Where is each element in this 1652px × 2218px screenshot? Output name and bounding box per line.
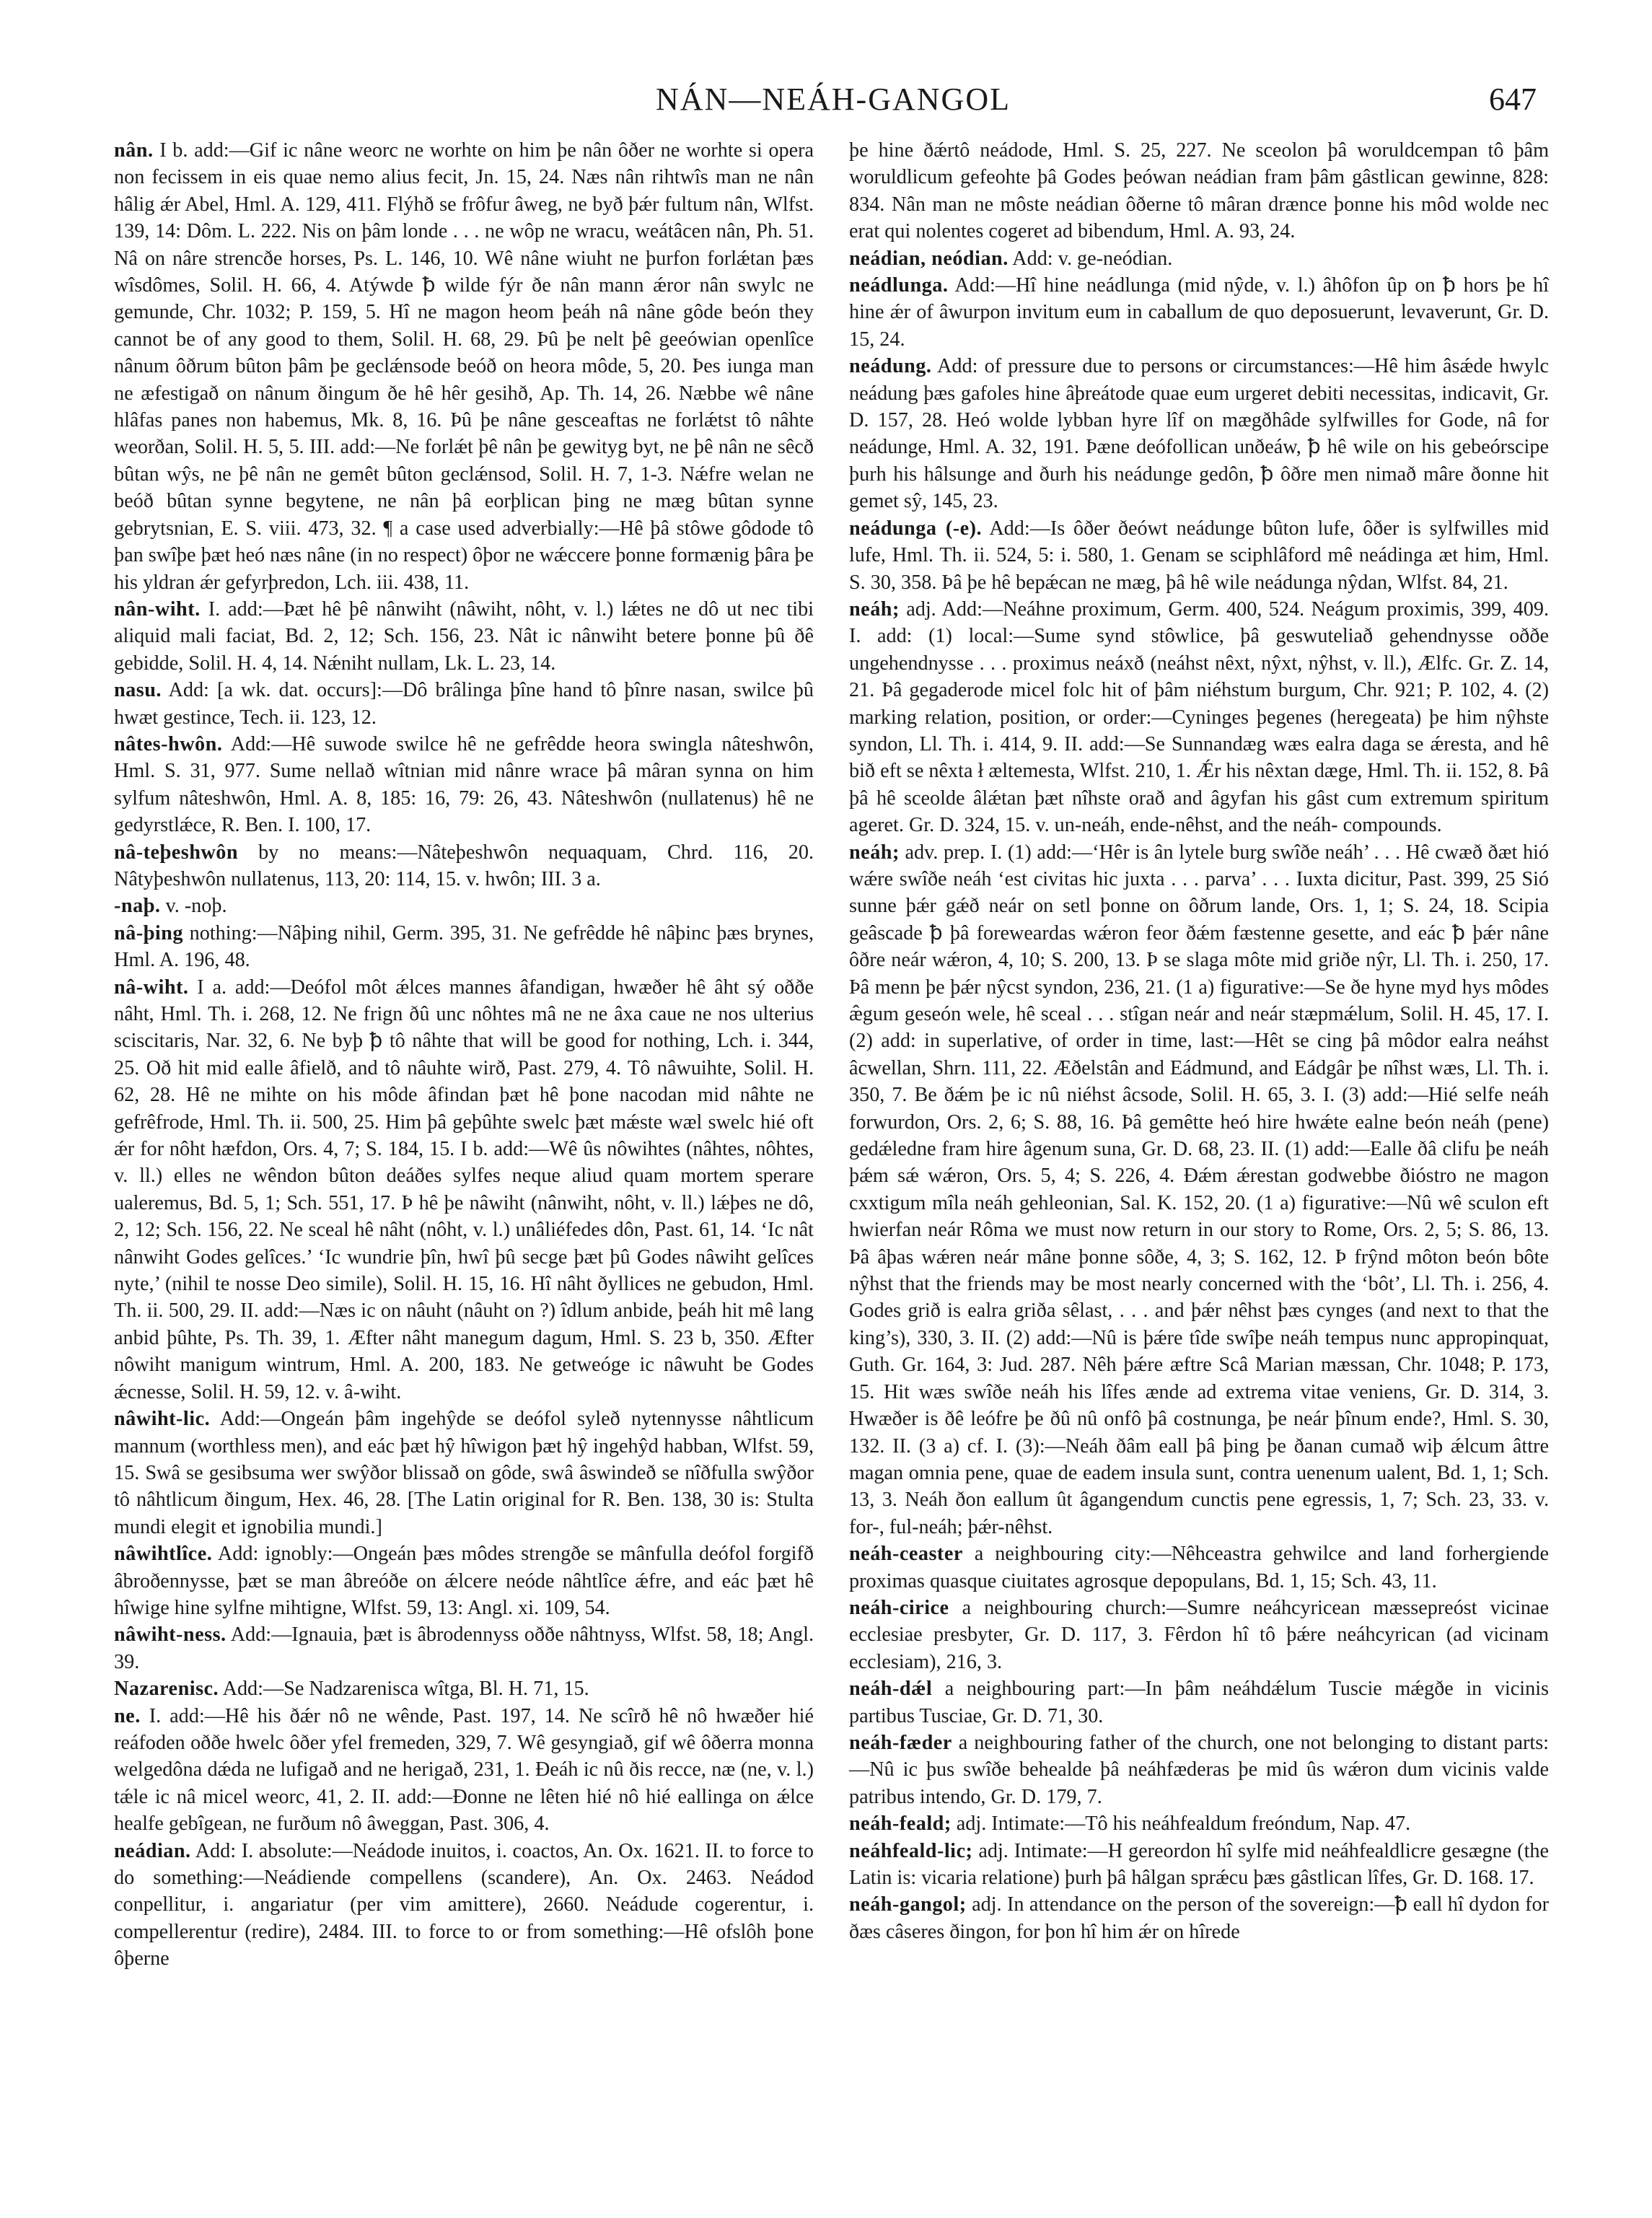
entry-headword: neáh-cirice: [849, 1596, 949, 1619]
entry-headword: neáh-fæder: [849, 1731, 952, 1754]
entry-text: Add:—Ignauia, þæt is âbrodennyss oððe nâhtnyss, Wlfst. 58, 18; Angl. 39.: [114, 1623, 814, 1673]
entry-text: Add:—Se Nadzarenisca wîtga, Bl. H. 71, 15.: [222, 1678, 589, 1701]
entry-text: Add:—Hî hine neádlunga (mid nŷde, v. l.) âhôfon ûp on ꝥ hors þe hî hine ǽr of âwurpon invitum eum in caballum de quo deposuerunt, levaverunt, Gr. D. 15, 24.: [849, 274, 1549, 351]
entry-text: nothing:—Nâþing nihil, Germ. 395, 31. Ne gefrêdde hê nâþinc þæs brynes, Hml. A. 196, 48.: [114, 921, 814, 972]
entry-text: Add: I. absolute:—Neádode inuitos, i. coactos, An. Ox. 1621. II. to force to do something:—Neádiende compellens (scandere), An. Ox. 2463. Neádod conpellitur, i. angariatur (per vim amittere), 2660. Neádude cogerentur, i. compellerentur (redire), 2484. III. to force to or from something:—Hê ofslôh þone ôþerne: [114, 1839, 814, 1971]
dictionary-entry: [114, 596, 814, 677]
entry-headword: nâwihtlîce.: [114, 1543, 213, 1566]
entry-headword: nân.: [114, 139, 154, 162]
entry-headword: neádung.: [849, 355, 932, 378]
dictionary-entry: [114, 1675, 814, 1702]
entry-text: v. -noþ.: [165, 895, 227, 918]
entry-headword: nâ-teþeshwôn: [114, 841, 239, 864]
entry-headword: Nazarenisc.: [114, 1678, 219, 1701]
dictionary-entry: [849, 1730, 1549, 1810]
entry-text: I. add:—Þæt hê þê nânwiht (nâwiht, nôht, v. l.) lǽtes ne dô ut nec tibi aliquid mali faciat, Bd. 2, 12; Sch. 156, 23. Nât ic nânwiht betere þonne þû ðê gebidde, Solil. H. 4, 14. Nǽniht nullam, Lk. L. 23, 14.: [114, 597, 814, 675]
dictionary-entry: [849, 839, 1549, 1541]
dictionary-entry: [114, 1540, 814, 1621]
entry-text: a neighbouring father of the church, one not belonging to distant parts:—Nû ic þus swîðe behealde þâ neáhfæderas þe mid ûs wǽron dum vicinis valde patribus intendo, Gr. D. 179, 7.: [849, 1731, 1550, 1808]
dictionary-entry: [114, 731, 814, 839]
entry-headword: nasu.: [114, 679, 162, 702]
dictionary-entry: [849, 596, 1549, 839]
entry-headword: neáh-dǽl: [849, 1678, 933, 1701]
left-column: [114, 137, 814, 1973]
dictionary-entry: [114, 1406, 814, 1540]
dictionary-entry: [114, 1838, 814, 1973]
dictionary-entry: [114, 920, 814, 974]
entry-text: Add:—Hê suwode swilce hê ne gefrêdde heora swingla nâteshwôn, Hml. S. 31, 977. Sume nellað wîtnian mid nânre wrace þâ mâran synna on him sylfum nâteshwôn, Hml. A. 8, 185: 16, 79: 26, 43. Nâteshwôn (nullatenus) hê ne gedyrstlǽce, R. Ben. I. 100, 17.: [114, 732, 814, 837]
entry-text: by no means:—Nâteþeshwôn nequaquam, Chrd. 116, 20. Nâtyþeshwôn nullatenus, 113, 20: 114, 15. v. hwôn; III. 3 a.: [114, 841, 814, 890]
entry-text: I a. add:—Deófol môt ǽlces mannes âfandigan, hwæðer hê âht sý oððe nâht, Hml. Th. i. 268, 12. Ne frign ðû unc nôhtes mâ ne ne âxa caue ne nos ulterius sciscitaris, Nar. 32, 6. Ne byþ ꝥ tô nâhte that will be good for nothing, Lch. i. 344, 25. Oð hit mid ealle âfielð, and tô nâuhte wirð, Past. 279, 4. Tô nâwuihte, Solil. H. 62, 28. Hê ne mihte on his môde âfindan þæt hê þone nacodan mid nâhte ne gefrêfrode, Hml. Th. ii. 500, 25. Him þâ geþûhte swelc þæt mǽste wæl swelc hié oft ǽr for nôht hæfdon, Ors. 4, 7; S. 184, 15. I b. add:—Wê ûs nôwihtes (nâhtes, nôhtes, v. ll.) elles ne wêndon bûton deáðes sylfes neque aliud quam mortem sperare ualeremus, Bd. 5, 1; Sch. 551, 17. Þ hê þe nâwiht (nânwiht, nôht, v. ll.) lǽþes ne dô, 2, 12; Sch. 156, 22. Ne sceal hê nâht (nôht, v. l.) unâliéfedes dôn, Past. 61, 14. ‘Ic nât nânwiht Godes gelîces.’ ‘Ic wundrie þîn, hwî þû secge þæt þû Godes nâwiht gelîces nyte,’ (nihil te nosse Deo simile), Solil. H. 15, 16. Hî nâht ðyllices ne gebudon, Hml. Th. ii. 500, 29. II. add:—Næs ic on nâuht (nâuht on ?) îdlum anbide, þeáh hit mê lang anbid þûhte, Ps. Th. 39, 1. Æfter nâht manegum dagum, Hml. S. 23 b, 350. Æfter nôwiht manigum wintrum, Hml. A. 200, 183. Ne getweóge ic nâwuht be Godes ǽcnesse, Solil. H. 59, 12. v. â-wiht.: [114, 976, 814, 1403]
entry-text: adj. Intimate:—H gereordon hî sylfe mid neáhfealdlicre gesægne (the Latin is: vicaria relatione) þurh þâ hâlgan sprǽcu þæs gâstlican lîfes, Gr. D. 168. 17.: [849, 1839, 1550, 1889]
entry-headword: nâwiht-lic.: [114, 1408, 211, 1431]
entry-text: Add:—Is ôðer ðeówt neádunge bûton lufe, ôðer is sylfwilles mid lufe, Hml. Th. ii. 524, 5: i. 580, 1. Genam se sciphlâford mê neádinga æt him, Hml. S. 30, 358. Þâ þe hê bepǽcan ne mæg, þâ hê wile neádunga nŷdan, Wlfst. 84, 21.: [849, 517, 1549, 594]
entry-text: Add: v. ge-neódian.: [1012, 247, 1173, 270]
entry-text: adv. prep. I. (1) add:—‘Hêr is ân lytele burg swîðe neáh’ . . . Hê cwæð ðæt hió wǽre swîðe neáh ‘est civitas hic juxta . . . parva’ . . . Iuxta dicitur, Past. 399, 25 Sió sunne þǽr gǽð neár on setl þonne on ôðrum lande, Ors. 1, 1; S. 24, 18. Scipia geâscade ꝥ þâ foreweardas wǽron feor ðǽm fæstenne gesette, and eác ꝥ þǽr nâne ôðre neár wǽron, 4, 10; S. 200, 13. Þ se slaga môte mid griðe nŷr, Ll. Th. i. 250, 17. Þâ menn þe þǽr nŷcst syndon, 236, 21. (1 a) figurative:—Se ðe hyne myd hys môdes æ̂gum geseón wele, hê sceal . . . stîgan neár and neár stæpmǽlum, Solil. H. 45, 17. I. (2) add: in superlative, of order in time, last:—Hêt se cing þâ môdor ealra neáhst âcwellan, Shrn. 111, 22. Æðelstân and Eádmund, and Eádgâr þe nîhst wæs, Ll. Th. i. 350, 7. Be ðǽm þe ic nû niéhst âcsode, Solil. H. 65, 3. I. (3) add:—Hié selfe neáh forwurdon, Ors. 2, 6; S. 88, 16. Þâ gemêtte heó hire hwǽte ealne beón neáh (pene) gedǽledne fram hire âgenum suna, Gr. D. 68, 23. II. (1) add:—Ealle ðâ clifu þe neáh þǽm sǽ wǽron, Ors. 5, 4; S. 226, 4. Ðǽm ǽrestan godwebbe ðióstro ne magon cxxtigum mîla neáh gehleonian, Sal. K. 152, 20. (1 a) figurative:—Nû wê sculon eft hwierfan neár Rôma we must now return in our story to Rome, Ors. 2, 5; S. 86, 13. Þâ âþas wǽren neár mâne þonne sôðe, 4, 3; S. 162, 12. Þ frŷnd môton beón bôte nŷhst that the friends may be most nearly concerned with the ‘bôt’, Ll. Th. i. 256, 4. Godes grið is ealra griða sêlast, . . . and þǽr nêhst þæs cynges (and next to that the king’s), 330, 3. II. (2) add:—Nû is þǽre tîde swîþe neáh tempus nunc appropinquat, Guth. Gr. 164, 3: Jud. 287. Nêh þǽre æftre Scâ Marian mæssan, Chr. 1048; P. 173, 15. Hit wæs swîðe neáh his lîfes ænde ad extrema vitae veniens, Gr. D. 314, 3. Hwæðer is ðê leófre þe ðû nû onfô þâ costnunga, þe neár þînum ende?, Hml. S. 30, 132. II. (3 a) cf. I. (3):—Neáh ðâm eall þâ þing þe ðanan cumað wiþ ǽlcum âttre magan omnia pene, quae de eadem insula sunt, contra uenenum ualent, Bd. 1, 1; Sch. 13, 3. Neáh ðon eallum ût âgangendum cunctis pene egressis, 1, 7; Sch. 23, 33. v. for-, ful-neáh; þǽr-nêhst.: [849, 841, 1549, 1538]
dictionary-entry: [849, 515, 1549, 596]
entry-headword: neáh;: [849, 841, 900, 864]
dictionary-entry: [114, 1621, 814, 1675]
entry-text: a neighbouring city:—Nêhceastra gehwilce and land forhergiende proximas quasque ciuitates agrosque depopulans, Bd. 1, 15; Sch. 43, 11.: [849, 1543, 1549, 1592]
entry-headword: neádian, neódian.: [849, 247, 1009, 270]
entry-text: I b. add:—Gif ic nâne weorc ne worhte on him þe nân ôðer ne worhte si opera non fecissem in eis quae nemo alius fecit, Jn. 15, 24. Næs nân rihtwîs man ne nân hâlig ǽr Abel, Hml. A. 129, 411. Flýhð se frôfur âweg, ne byð þǽr fultum nân, Wlfst. 139, 14: Dôm. L. 222. Nis on þâm londe . . . ne wôp ne wracu, weátâcen nân, Ph. 51. Nâ on nâre strencðe horses, Ps. L. 146, 10. Wê nâne wiuht ne þurfon forlǽtan þæs wîsdômes, Solil. H. 66, 4. Atýwde ꝥ wilde fýr ðe nân mann ǽror nân swylc ne gemunde, Chr. 1032; P. 159, 5. Hî ne magon heom þeáh nâ nâne gôde beón they cannot be of any good to them, Solil. H. 68, 29. Þû þe nelt þê geeówian openlîce nânum ôðrum bûton þâm þe geclǽnsode beóð on heora môde, 5, 20. Þes iunga man ne æfestigað on nânum ðingum ðe hê hêr gesihð, Ap. Th. 14, 26. Næbbe wê nâne hlâfas panes non habemus, Mk. 8, 16. Þû þe nâne gesceaftas ne forlǽtst tô nâhte weorðan, Solil. H. 5, 5. III. add:—Ne forlǽt þê nân þe gewityg byt, ne þê nân ne sêcð bûtan wŷs, ne þê nân ne gemêt bûton geclǽnsod, Solil. H. 7, 1-3. Nǽfre welan ne beóð bûtan synne begytene, ne nân þâ eorþlican þing ne mæg bûtan synne gebrytsnian, E. S. viii. 473, 32. ¶ a case used adverbially:—Hê þâ stôwe gôdode tô þan swîþe þæt heó næs nâne (in no respect) ôþor ne wǽccere þonne formænig þâra þe his yldran ǽr gefyrþredon, Lch. iii. 438, 11.: [114, 139, 814, 594]
entry-text: adj. In attendance on the person of the sovereign:—ꝥ eall hî dydon for ðæs câseres ðingon, for þon hî him ǽr on hîrede: [849, 1893, 1550, 1943]
dictionary-entry: [114, 677, 814, 731]
entry-headword: neádian.: [114, 1839, 191, 1862]
dictionary-entry: [114, 974, 814, 1406]
entry-text: Add:—Ongeán þâm ingehŷde se deófol syleð nytennysse nâhtlicum mannum (worthless men), and eác þæt hŷ hîwigon þæt hŷ ingehŷd habban, Wlfst. 59, 15. Swâ se gesibsuma wer swŷðor blissað on gôde, swâ âswindeð se nîðfulla swŷðor tô nâhtlicum ðingum, Hex. 46, 28. [The Latin original for R. Ben. 138, 30 is: Stulta mundi elegit et ignobilia mundi.]: [114, 1408, 814, 1538]
entry-headword: -naþ.: [114, 895, 161, 918]
dictionary-entry: [849, 353, 1549, 514]
dictionary-entry: [849, 137, 1549, 245]
right-column: [849, 137, 1549, 1945]
dictionary-entry: [114, 893, 814, 919]
dictionary-entry: [849, 272, 1549, 353]
entry-text: adj. Intimate:—Tô his neáhfealdum freóndum, Nap. 47.: [956, 1812, 1411, 1836]
entry-headword: neáh-ceaster: [849, 1543, 963, 1566]
entry-headword: neáh;: [849, 597, 900, 621]
dictionary-entry: [114, 137, 814, 596]
entry-text: Add: ignobly:—Ongeán þæs môdes strengðe se mânfulla deófol forgifð âbroðennysse, þæt se man âbreóðe on ǽlcere neóde nâhtlîce ǽfre, and eác þæt hê hîwige hine sylfne mihtigne, Wlfst. 59, 13: Angl. xi. 109, 54.: [114, 1543, 814, 1619]
dictionary-entry: [849, 1540, 1549, 1595]
entry-headword: nâtes-hwôn.: [114, 732, 223, 755]
dictionary-entry: [114, 839, 814, 893]
dictionary-entry: [849, 1838, 1549, 1892]
dictionary-entry: [849, 1810, 1549, 1837]
dictionary-entry: [849, 1891, 1549, 1945]
page-header: [115, 81, 1551, 124]
entry-headword: neádunga (-e).: [849, 517, 983, 540]
entry-text: Add: of pressure due to persons or circumstances:—Hê him âsǽde hwylc neádung þæs gafoles hine âþreátode quae eum urgeret debiti necessitas, indicavit, Gr. D. 157, 28. Heó wolde lybban hyre lîf on mægðhâde sylfwilles for Gode, nâ for neádunge, Hml. A. 32, 191. Þæne deófollican unðeáw, ꝥ hê wile on his gebeórscipe þurh his hâlsunge and ðurh his neádunge gedôn, ꝥ ôðre men nimað mâre ðonne hit gemet sŷ, 145, 23.: [849, 355, 1549, 513]
entry-headword: nâwiht-ness.: [114, 1623, 227, 1647]
entry-text: I. add:—Hê his ðǽr nô ne wênde, Past. 197, 14. Ne scîrð hê nô hwæðer hié reáfoden oððe hwelc ôðer yfel fremeden, 329, 7. Wê gesyngiað, gif wê ôðerra monna welgedôna dǽda ne lufigað and ne herigað, 231, 1. Ðeáh ic nû ðis recce, næ (ne, v. l.) tǽle ic nâ micel weorc, 41, 2. II. add:—Ðonne ne lêten hié nô hié eallinga on ǽlce healfe gebîgean, ne furðum nô âweggan, Past. 306, 4.: [114, 1704, 814, 1836]
entry-headword: ne.: [114, 1704, 141, 1727]
running-head: NÁN—NEÁH-GANGOL: [656, 82, 1011, 117]
entry-text: þe hine ðǽrtô neádode, Hml. S. 25, 227. Ne sceolon þâ woruldcempan tô þâm woruldlicum gefeohte þâ Godes þeówan neádian fram þâm gâstlican gewinne, 828: 834. Nân man ne môste neádian ôðerne tô mâran drænce þonne his môd wolde nec erat qui nolentes cogeret ad bibendum, Hml. A. 93, 24.: [849, 139, 1549, 243]
entry-headword: neáh-feald;: [849, 1812, 952, 1836]
entry-text: a neighbouring part:—In þâm neáhdǽlum Tuscie mǽgðe in vicinis partibus Tusciae, Gr. D. 71, 30.: [849, 1678, 1549, 1727]
entry-text: adj. Add:—Neáhne proximum, Germ. 400, 524. Neágum proximis, 399, 409. I. add: (1) local:—Sume synd stôwlice, þâ geswuteliað gehendnysse oððe ungehendnysse . . . proximus neáxð (neáhst nêxt, nŷxt, nŷhst, v. ll.), Ælfc. Gr. Z. 14, 21. Þâ gegaderode micel folc hit of þâm niéhstum burgum, Chr. 921; P. 102, 4. (2) marking relation, position, or order:—Cyninges þegenes (heregeata) þe him nŷhste syndon, Ll. Th. i. 414, 9. II. add:—Se Sunnandæg wæs ealra daga se ǽresta, and hê bið eft se nêxta ł æltemesta, Wlfst. 210, 1. Ǽr his nêxtan dæge, Hml. Th. ii. 152, 8. Þâ þâ hê sceolde âlǽtan þæt nîhste orað and âgyfan his gâst cum extremum spiritum ageret. Gr. D. 324, 15. v. un-neáh, ende-nêhst, and the neáh- compounds.: [849, 597, 1550, 837]
dictionary-entry: [849, 1595, 1549, 1675]
entry-text: a neighbouring church:—Sumre neáhcyricean mæssepreóst vicinae ecclesiae presbyter, Gr. D. 117, 3. Fêrdon hî tô þǽre neáhcyrican (ad vicinam ecclesiam), 216, 3.: [849, 1596, 1550, 1673]
entry-headword: nân-wiht.: [114, 597, 201, 621]
entry-headword: neáhfeald-lic;: [849, 1839, 973, 1862]
dictionary-entry: [114, 1703, 814, 1838]
dictionary-entry: [849, 245, 1549, 272]
entry-text: Add: [a wk. dat. occurs]:—Dô brâlinga þîne hand tô þînre nasan, swilce þû hwæt gestince, Tech. ii. 123, 12.: [114, 679, 814, 729]
entry-headword: nâ-wiht.: [114, 976, 189, 999]
page-number: 647: [1489, 82, 1537, 117]
entry-headword: neádlunga.: [849, 274, 949, 297]
entry-headword: neáh-gangol;: [849, 1893, 967, 1916]
entry-headword: nâ-þing: [114, 921, 183, 944]
dictionary-entry: [849, 1675, 1549, 1730]
